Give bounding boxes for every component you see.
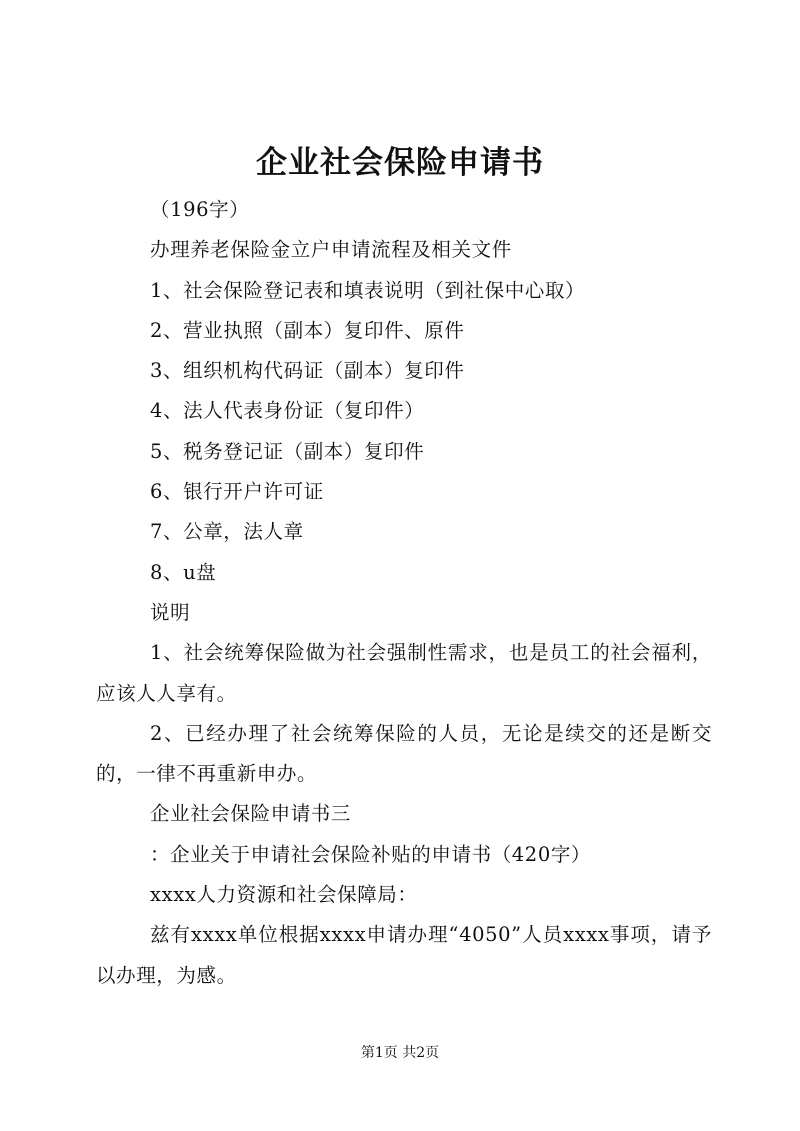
paragraph-list-item-2: 2、营业执照（副本）复印件、原件 (150, 318, 465, 342)
paragraph-heading-procedure: 办理养老保险金立户申请流程及相关文件 (150, 238, 512, 262)
paragraph-list-item-1: 1、社会保险登记表和填表说明（到社保中心取） (150, 278, 586, 302)
paragraph-subtitle-three: 企业社会保险申请书三 (150, 802, 352, 826)
paragraph-request: 兹有xxxx单位根据xxxx申请办理“4050”人员xxxx事项，请予以办理，为感。 (96, 923, 712, 987)
paragraph-explanation-1: 1、社会统筹保险做为社会强制性需求，也是员工的社会福利，应该人人享有。 (96, 641, 712, 705)
paragraph-word-count: （196字） (150, 198, 250, 221)
paragraph-list-item-4: 4、法人代表身份证（复印件） (150, 399, 425, 423)
paragraph-subsidy-title: ：企业关于申请社会保险补贴的申请书（420字） (150, 842, 592, 866)
paragraph-list-item-8: 8、u盘 (150, 560, 217, 584)
paragraph-list-item-3: 3、组织机构代码证（副本）复印件 (150, 359, 465, 383)
paragraph-explanation-2: 2、已经办理了社会统筹保险的人员，无论是续交的还是断交的，一律不再重新申办。 (96, 721, 712, 786)
paragraph-addressee: xxxx人力资源和社会保障局： (150, 883, 418, 907)
paragraph-list-item-6: 6、银行开户许可证 (150, 480, 324, 504)
paragraph-list-item-5: 5、税务登记证（副本）复印件 (150, 439, 425, 463)
document-body (96, 190, 712, 996)
document-title: 企业社会保险申请书 (256, 145, 544, 181)
page-number-footer: 第1页 共2页 (360, 1045, 440, 1061)
paragraph-list-item-7: 7、公章，法人章 (150, 520, 304, 544)
paragraph-explanation-heading: 说明 (150, 600, 191, 624)
